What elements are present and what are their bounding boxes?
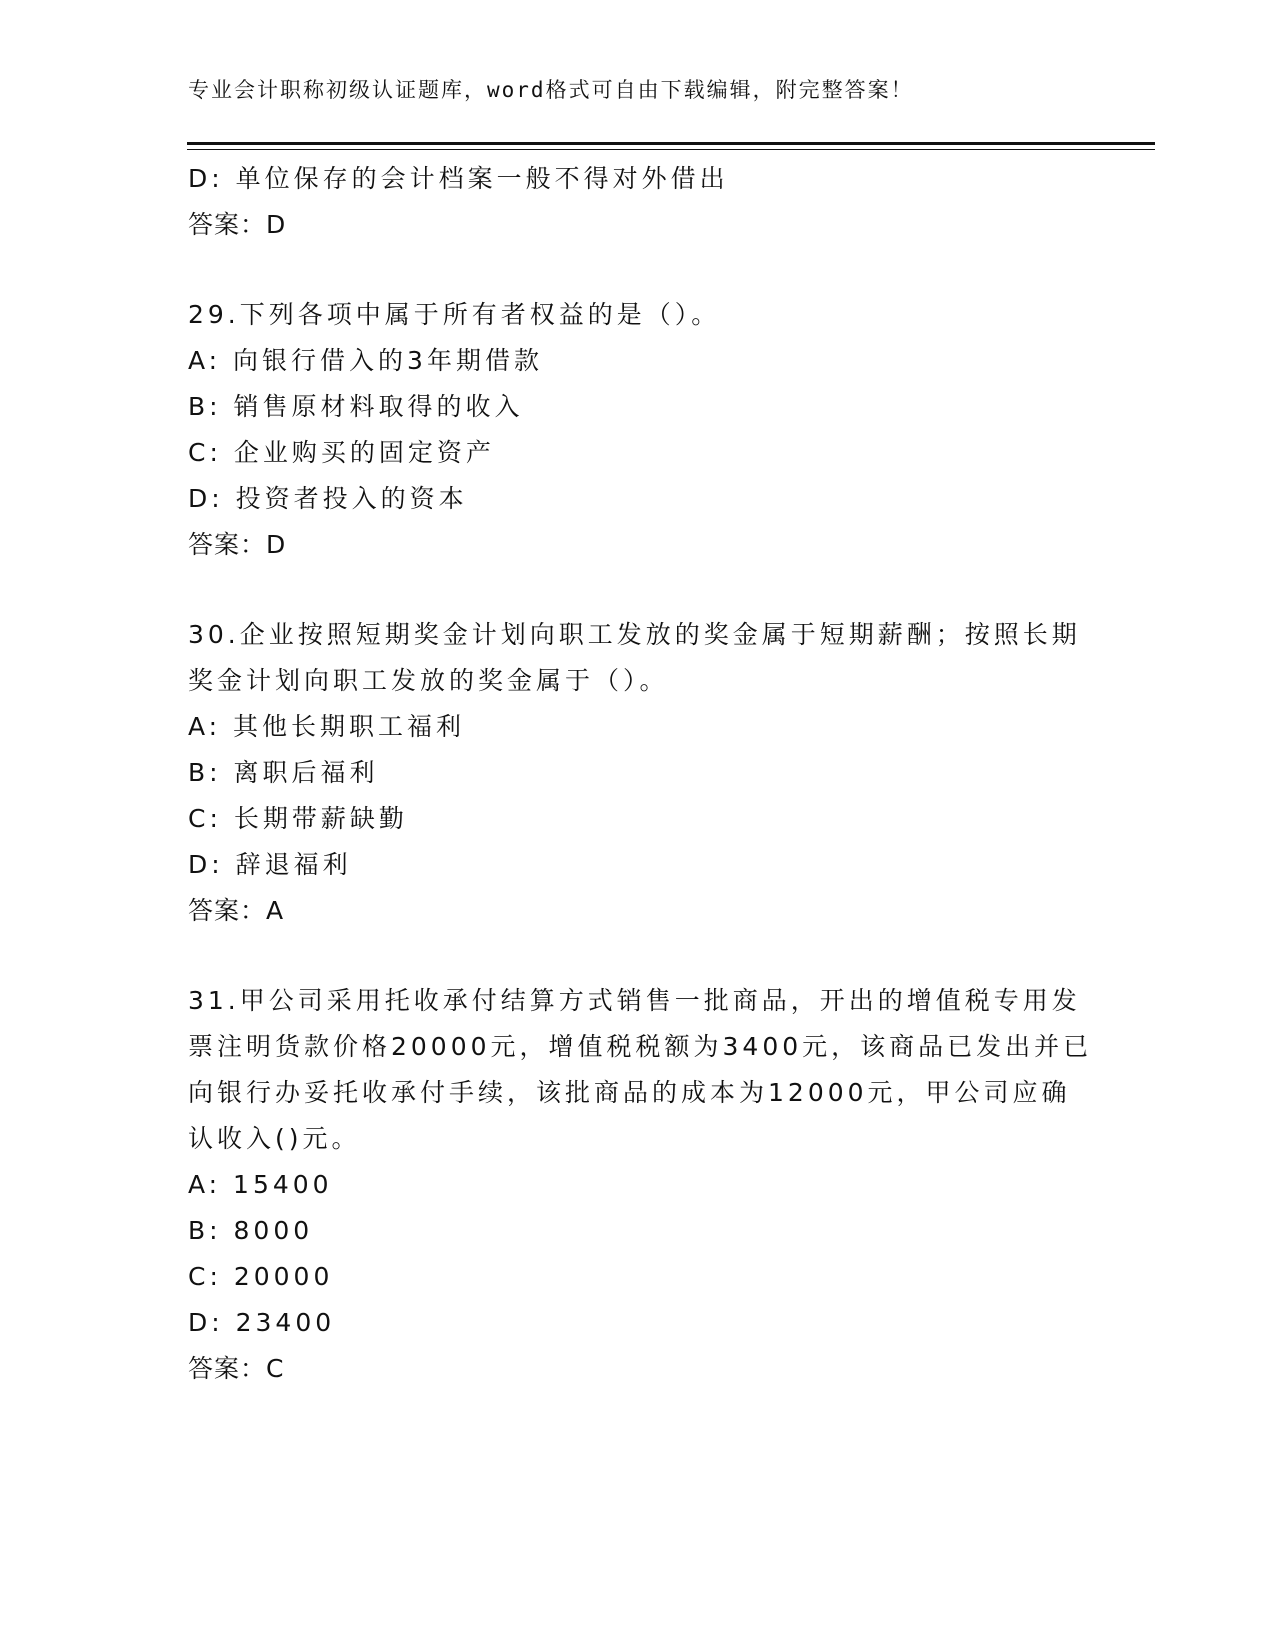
- option-c: C: 长期带薪缺勤: [188, 804, 408, 833]
- option-c: C: 企业购买的固定资产: [188, 438, 495, 467]
- option-a: A: 向银行借入的3年期借款: [188, 346, 543, 375]
- question-stem: 30.企业按照短期奖金计划向职工发放的奖金属于短期薪酬；按照长期: [188, 620, 1081, 649]
- question-30: [188, 612, 1088, 934]
- option-d: D: 投资者投入的资本: [188, 484, 468, 513]
- option-c: C: 20000: [188, 1262, 334, 1291]
- option-d: D: 23400: [188, 1308, 336, 1337]
- question-content: [188, 156, 1093, 1392]
- answer-line: 答案：A: [188, 896, 285, 925]
- option-b: B: 离职后福利: [188, 758, 379, 787]
- page-header: 专业会计职称初级认证题库，word格式可自由下载编辑，附完整答案！: [188, 78, 914, 102]
- question-stem: 认收入()元。: [188, 1124, 361, 1153]
- question-stem: 奖金计划向职工发放的奖金属于（）。: [188, 666, 669, 695]
- question-29: [188, 292, 1088, 568]
- answer-line: 答案：C: [188, 1354, 285, 1383]
- spacer: [188, 248, 1088, 292]
- question-stem: 票注明货款价格20000元，增值税税额为3400元，该商品已发出并已: [188, 1032, 1093, 1061]
- question-stem: 向银行办妥托收承付手续，该批商品的成本为12000元，甲公司应确: [188, 1078, 1071, 1107]
- question-stem: 31.甲公司采用托收承付结算方式销售一批商品，开出的增值税专用发: [188, 986, 1081, 1015]
- option-a: A: 15400: [188, 1170, 333, 1199]
- option-d: D: 单位保存的会计档案一般不得对外借出: [188, 164, 729, 193]
- header-rule-thin: [187, 149, 1155, 150]
- option-d: D: 辞退福利: [188, 850, 352, 879]
- spacer: [188, 934, 1088, 978]
- question-31: [188, 978, 1093, 1392]
- answer-line: 答案：D: [188, 210, 287, 239]
- answer-line: 答案：D: [188, 530, 287, 559]
- spacer: [188, 568, 1088, 612]
- question-stem: 29.下列各项中属于所有者权益的是（）。: [188, 300, 721, 329]
- option-b: B: 销售原材料取得的收入: [188, 392, 524, 421]
- option-a: A: 其他长期职工福利: [188, 712, 466, 741]
- header-rule-thick: [187, 142, 1155, 145]
- option-b: B: 8000: [188, 1216, 314, 1245]
